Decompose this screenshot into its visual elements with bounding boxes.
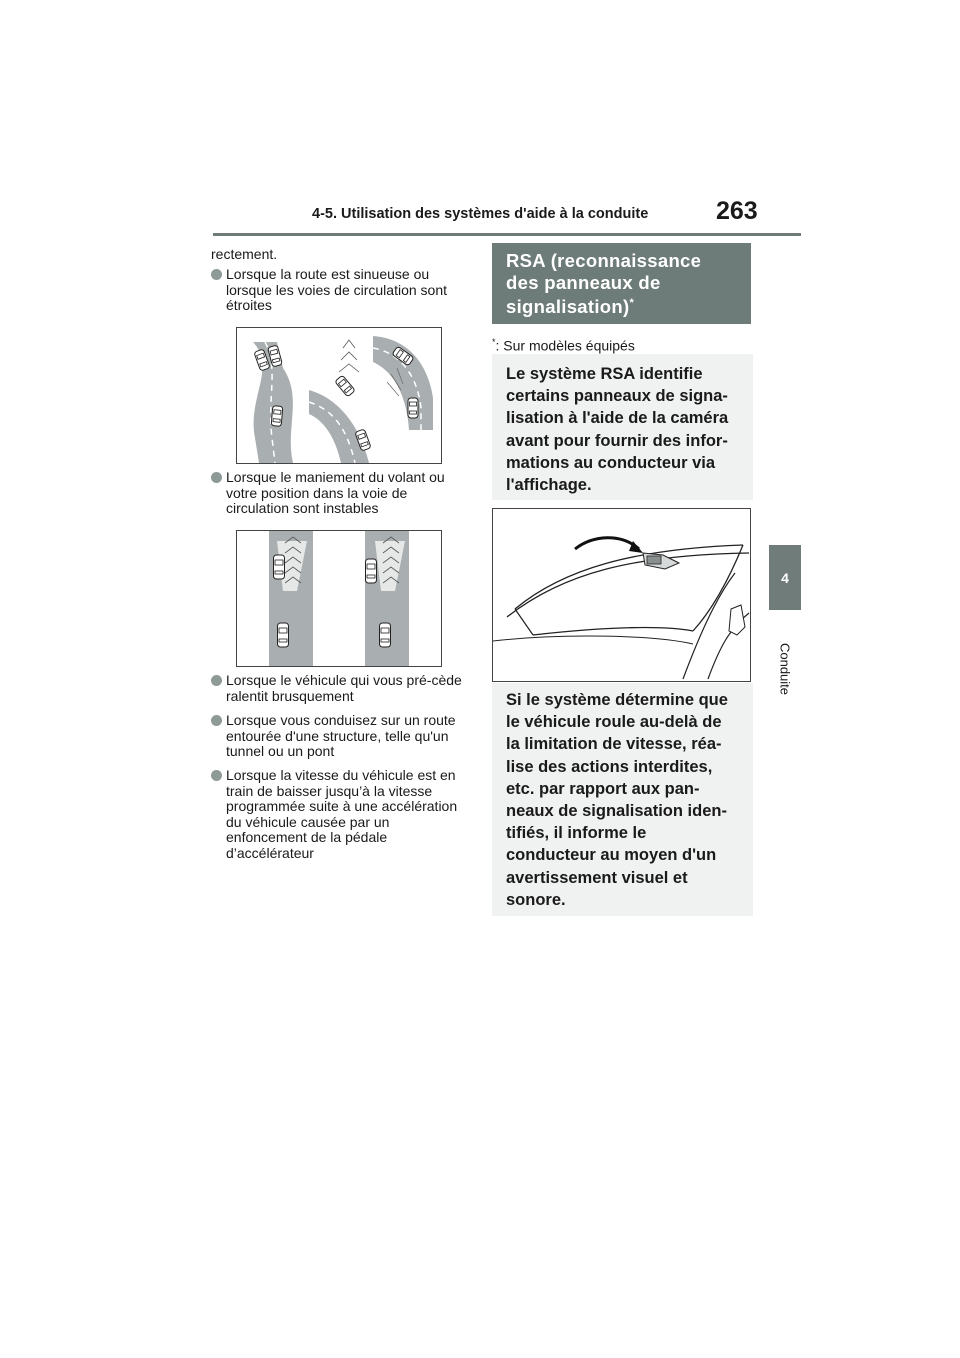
section-heading-text: RSA (reconnaissance des panneaux de signalisation) xyxy=(506,250,702,318)
windshield-camera-figure xyxy=(492,508,751,682)
chapter-tab: 4 xyxy=(769,545,801,610)
list-item-text: Lorsque le maniement du volant ou votre position dans la voie de circulation sont instables xyxy=(226,469,445,516)
bullet-dot-icon xyxy=(211,472,222,483)
footnote-text: : Sur modèles équipés xyxy=(495,337,635,354)
list-item-text: Lorsque vous conduisez sur un route entourée d'une structure, telle qu'un tunnel ou un pont xyxy=(226,712,456,759)
bullet-dot-icon xyxy=(211,715,222,726)
list-item xyxy=(211,470,473,517)
bullet-dot-icon xyxy=(211,675,222,686)
lane-drift-illustration xyxy=(237,531,441,666)
running-header-title: 4-5. Utilisation des systèmes d'aide à la conduite xyxy=(312,206,649,222)
curved-road-illustration xyxy=(237,328,441,463)
intro-box xyxy=(492,354,753,500)
footnote xyxy=(492,337,635,354)
list-item xyxy=(211,768,473,861)
bullet-dot-icon xyxy=(211,269,222,280)
bullet-dot-icon xyxy=(211,770,222,781)
windshield-camera-illustration xyxy=(493,509,750,681)
curved-road-figure xyxy=(236,327,442,464)
detail-text: Si le système détermine que le véhicule roule au-delà de la limitation de vitesse, réa-lise des actions interdites, etc. par rapport aux pan-neaux de signalisation iden-tifiés, il informe le conducteur au moyen d'un avertissement visuel et sonore. xyxy=(506,691,728,909)
page-number: 263 xyxy=(716,197,758,225)
header-divider xyxy=(213,233,801,236)
list-item xyxy=(211,713,473,760)
list-item-text: Lorsque la route est sinueuse ou lorsque les voies de circulation sont étroites xyxy=(226,266,448,313)
continuation-text: rectement. xyxy=(211,246,278,262)
list-item-text: Lorsque le véhicule qui vous pré-cède ralentit brusquement xyxy=(226,672,462,704)
list-item xyxy=(211,673,473,704)
footnote-marker: * xyxy=(492,337,496,347)
chapter-label xyxy=(769,614,801,724)
lane-drift-figure xyxy=(236,530,442,667)
list-item-text: Lorsque la vitesse du véhicule est en train de baisser jusqu’à la vitesse programmée suite à une accélération du véhicule causée par un enfoncement de la pédale d’accélérateur xyxy=(226,767,458,861)
detail-box xyxy=(492,683,753,916)
intro-text: Le système RSA identifie certains panneaux de signa-lisation à l'aide de la caméra avant pour fournir des infor-mations au conducteur via l'affichage. xyxy=(506,365,729,495)
list-item xyxy=(211,267,473,314)
section-heading xyxy=(492,243,751,324)
heading-footnote-marker: * xyxy=(629,297,635,309)
chapter-label-text: Conduite xyxy=(777,642,793,696)
